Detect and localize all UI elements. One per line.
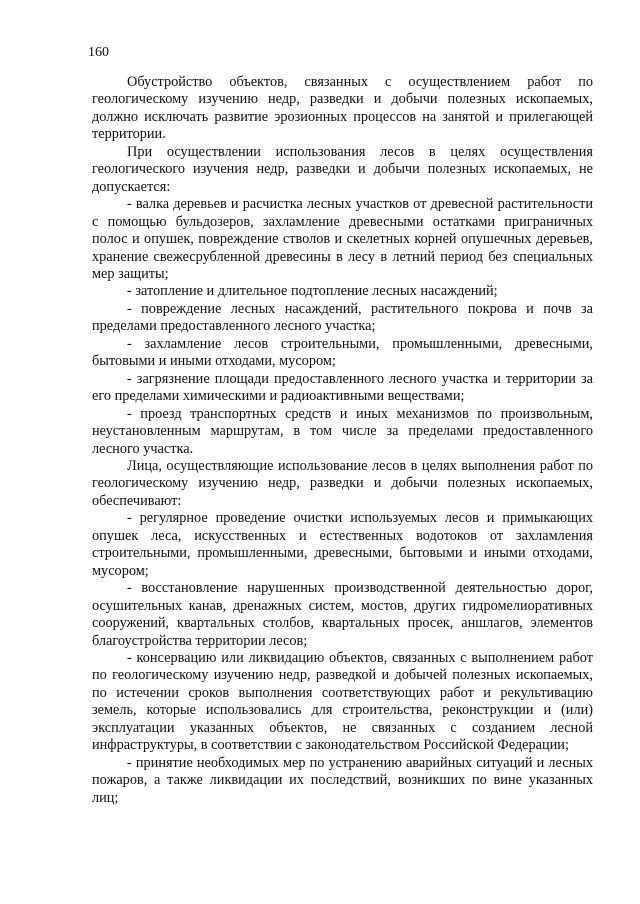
list-item-vehicle-passage: - проезд транспортных средств и иных механизмов по произвольным, неустановленным маршрутам, в том числе за пределами предоставленного лесного участка. [92,405,593,457]
list-item-restoration: - восстановление нарушенных производственной деятельностью дорог, осушительных канав, дренажных систем, мостов, других гидромелиоративных сооружений, квартальных столбов, квартальных просек, аншлагов, элементов благоустройства территории лесов; [92,580,593,649]
list-item-conservation: - консервацию или ликвидацию объектов, связанных с выполнением работ по геологическому изучению недр, разведкой и добычей полезных ископаемых, по истечении сроков выполнения соответствующих работ и рекультивацию земель, которые использовались для строительства, реконструкции и (или) эксплуатации указанных объектов, не связанных с созданием лесной инфраструктуры, в соответствии с законодательством Российской Федерации; [92,649,593,754]
list-item-emergency-measures: - принятие необходимых мер по устранению аварийных ситуаций и лесных пожаров, а также ликвидации их последствий, возникших по вине указанных лиц; [92,754,593,806]
list-item-littering: - захламление лесов строительными, промышленными, древесными, бытовыми и иными отходами, мусором; [92,335,593,370]
paragraph-obligations: Лица, осуществляющие использование лесов в целях выполнения работ по геологическому изучению недр, разведки и добычи полезных ископаемых, обеспечивают: [92,457,593,509]
paragraph-2: При осуществлении использования лесов в целях осуществления геологического изучения недр, разведки и добычи полезных ископаемых, не допускается: [92,143,593,195]
document-body [92,74,593,807]
page-number: 160 [88,45,109,60]
list-item-cleaning: - регулярное проведение очистки используемых лесов и примыкающих опушек леса, искусственных и естественных водотоков от захламления строительными, промышленными, древесными, бытовыми и иными отходами, мусором; [92,510,593,579]
list-item-pollution: - загрязнение площади предоставленного лесного участка и территории за его пределами химическими и радиоактивными веществами; [92,370,593,405]
list-item-tree-felling: - валка деревьев и расчистка лесных участков от древесной растительности с помощью бульдозеров, захламление древесными остатками приграничных полос и опушек, повреждение стволов и скелетных корней опушечных деревьев, хранение свежесрубленной древесины в лесу в летний период без специальных мер защиты; [92,196,593,282]
list-item-flooding: - затопление и длительное подтопление лесных насаждений; [127,283,498,300]
paragraph-1: Обустройство объектов, связанных с осуществлением работ по геологическому изучению недр, разведки и добычи полезных ископаемых, должно исключать развитие эрозионных процессов на занятой и прилегающей территории. [92,74,593,143]
list-item-damage: - повреждение лесных насаждений, растительного покрова и почв за пределами предоставленного лесного участка; [92,300,593,335]
